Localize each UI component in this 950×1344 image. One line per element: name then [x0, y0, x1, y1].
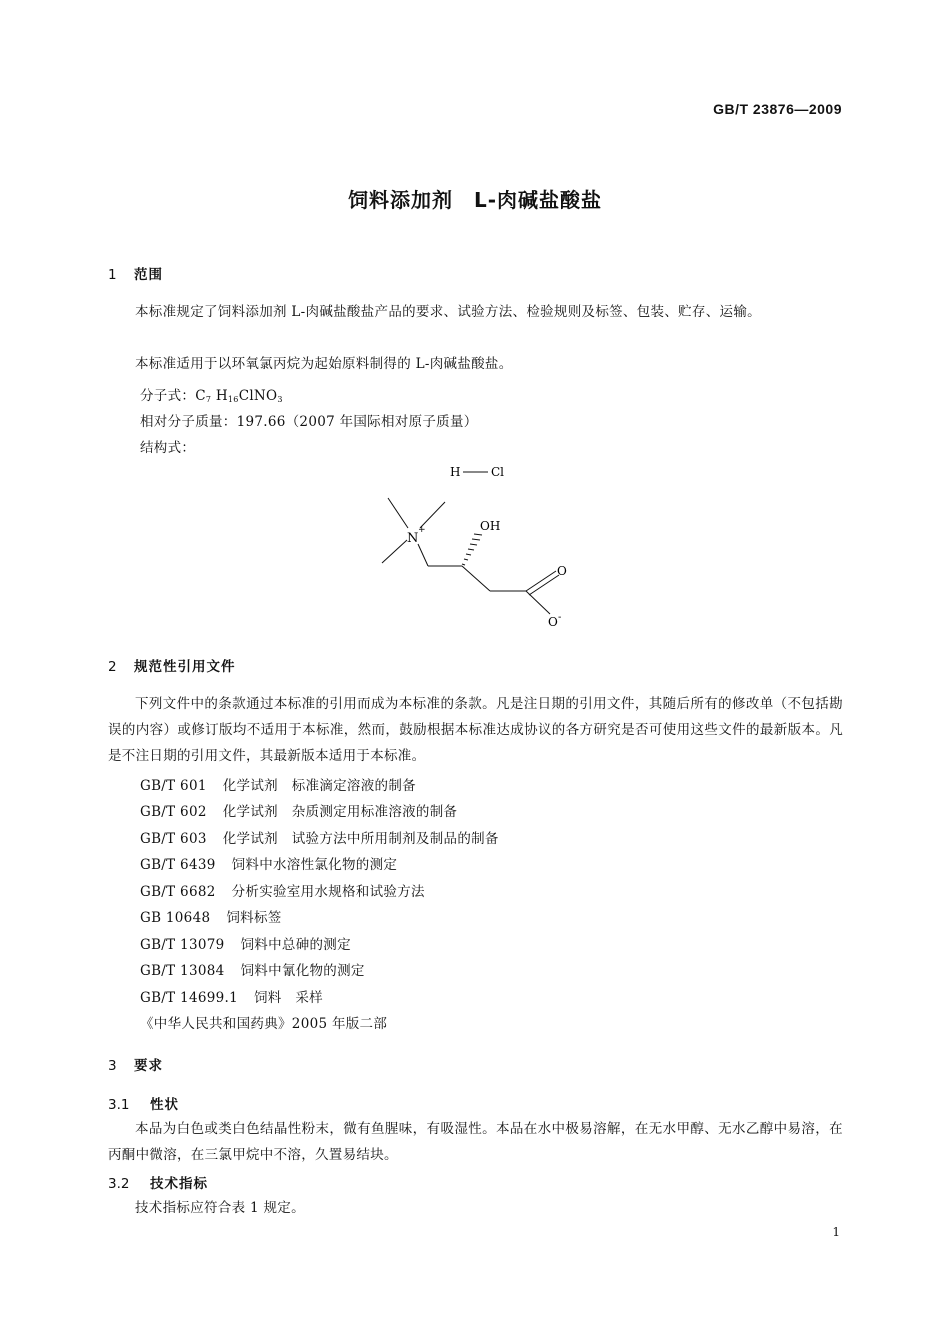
ref-code: GB/T 603	[140, 831, 207, 847]
structure-n-charge: +	[418, 525, 426, 535]
ref-title: 化学试剂 标准滴定溶液的制备	[222, 778, 416, 794]
ref-title: 化学试剂 杂质测定用标准溶液的制备	[222, 804, 458, 820]
structural-formula	[370, 458, 590, 633]
ref-code: GB/T 6682	[140, 884, 216, 900]
section-3-heading	[108, 1054, 163, 1074]
section-number: 1	[108, 267, 117, 283]
structure-o-single: O	[548, 615, 558, 629]
reference-item	[140, 933, 351, 953]
formula-c: C	[195, 388, 206, 404]
structure-h: H	[450, 465, 461, 479]
subsection-title: 性状	[150, 1097, 179, 1113]
section-1-heading	[108, 263, 163, 283]
ref-title: 饲料 采样	[253, 990, 323, 1006]
page-number: 1	[832, 1225, 840, 1239]
n-ch2-bond	[418, 544, 428, 566]
ref-title: 化学试剂 试验方法中所用制剂及制品的制备	[222, 831, 499, 847]
reference-item	[140, 853, 397, 873]
formula-rest: ClNO	[238, 388, 278, 404]
structure-label: 结构式：	[140, 440, 196, 456]
formula-h: H	[215, 388, 228, 404]
ref-code: GB/T 602	[140, 804, 207, 820]
carboxylate-bond	[526, 591, 550, 614]
reference-item	[140, 906, 282, 926]
structure-o-double: O	[557, 564, 567, 578]
section-title: 规范性引用文件	[134, 659, 236, 675]
subsection-number: 3.2	[108, 1176, 130, 1192]
structure-cl: Cl	[491, 465, 505, 479]
technical-indicators-paragraph: 技术指标应符合表 1 规定。	[135, 1200, 305, 1216]
ref-title: 分析实验室用水规格和试验方法	[231, 884, 425, 900]
section-2-heading	[108, 655, 236, 675]
molecular-formula-line	[140, 384, 283, 404]
standard-code: GB/T 23876—2009	[713, 101, 842, 117]
section-number: 3	[108, 1058, 117, 1074]
document-title: 饲料添加剂 L-肉碱盐酸盐	[347, 188, 603, 212]
formula-c-sub: 7	[205, 395, 212, 404]
reference-item	[140, 959, 365, 979]
ref-code: GB/T 13079	[140, 937, 225, 953]
structure-oh: OH	[480, 519, 501, 533]
formula-label: 分子式：	[140, 388, 196, 404]
subsection-3-2-heading	[108, 1172, 208, 1192]
reference-item	[140, 774, 416, 794]
carbonyl-bond-2	[529, 575, 559, 595]
subsection-title: 技术指标	[150, 1176, 208, 1192]
ref-code: GB/T 6439	[140, 857, 216, 873]
ref-code: GB/T 14699.1	[140, 990, 238, 1006]
formula-o-sub: 3	[277, 395, 283, 404]
reference-item	[140, 827, 499, 847]
section-title: 范围	[134, 267, 163, 283]
normative-references-paragraph: 下列文件中的条款通过本标准的引用而成为本标准的条款。凡是注日期的引用文件，其随后所有的修改单（不包括勘误的内容）或修订版均不适用于本标准，然而，鼓励根据本标准达成协议的各方研究是否可使用这些文件的最新版本。凡是不注日期的引用文件，其最新版本适用于本标准。	[108, 696, 843, 764]
methyl-bond-1	[388, 498, 408, 528]
ref-title: 饲料中氰化物的测定	[240, 963, 365, 979]
subsection-number: 3.1	[108, 1097, 130, 1113]
chiral-ch2-bond	[462, 566, 490, 591]
carbonyl-bond-1	[526, 571, 556, 591]
appearance-paragraph: 本品为白色或类白色结晶性粉末，微有鱼腥味，有吸湿性。本品在水中极易溶解，在无水甲醇、无水乙醇中易溶，在丙酮中微溶，在三氯甲烷中不溶，久置易结块。	[108, 1121, 843, 1163]
formula-h-sub: 16	[227, 395, 239, 404]
hashed-wedge-bond	[462, 534, 482, 565]
ref-code: GB/T 601	[140, 778, 207, 794]
scope-paragraph-2: 本标准适用于以环氧氯丙烷为起始原料制得的 L-肉碱盐酸盐。	[135, 356, 513, 372]
ref-code: GB 10648	[140, 910, 211, 926]
ref-title: 饲料中总砷的测定	[240, 937, 351, 953]
ref-title: 饲料标签	[226, 910, 282, 926]
section-number: 2	[108, 659, 117, 675]
reference-item	[140, 880, 425, 900]
structure-n: N	[407, 531, 419, 546]
methyl-bond-3	[382, 540, 407, 563]
ref-title: 饲料中水溶性氯化物的测定	[231, 857, 398, 873]
pharmacopoeia-reference: 《中华人民共和国药典》2005 年版二部	[140, 1016, 388, 1032]
scope-paragraph-1: 本标准规定了饲料添加剂 L-肉碱盐酸盐产品的要求、试验方法、检验规则及标签、包装、贮存、运输。	[135, 304, 761, 320]
reference-item	[140, 800, 457, 820]
molecular-mass-line: 相对分子质量：197.66（2007 年国际相对原子质量）	[140, 414, 478, 430]
reference-item	[140, 986, 323, 1006]
section-title: 要求	[134, 1058, 163, 1074]
subsection-3-1-heading	[108, 1093, 179, 1113]
ref-code: GB/T 13084	[140, 963, 225, 979]
structure-o-charge: -	[558, 612, 562, 623]
